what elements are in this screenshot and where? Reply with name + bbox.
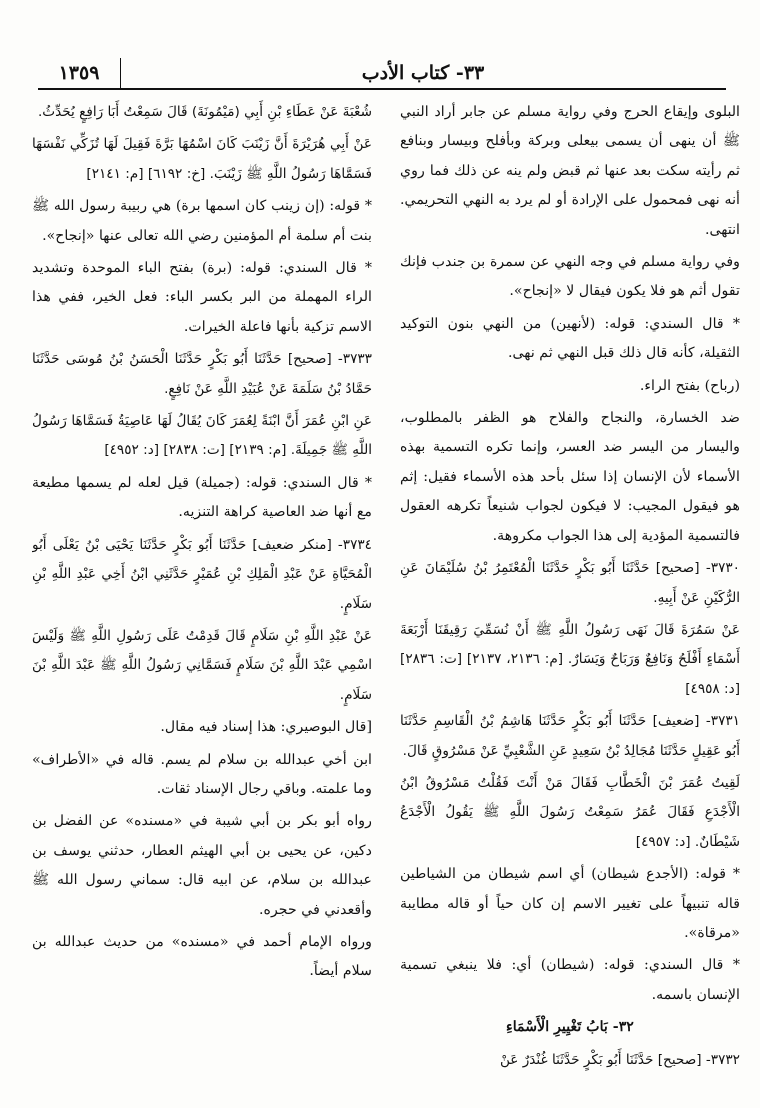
page-number: ١٣٥٩	[38, 58, 121, 88]
hadith-paragraph: ٣٧٣١- [ضعيف] حَدَّثَنَا أَبُو بَكْرٍ حَدَّثَنَا هَاشِمُ بْنُ الْقَاسِمِ حَدَّثَنَا أَبُو عَقِيلٍ حَدَّثَنَا مُجَالِدُ بْنُ سَعِيدٍ عَنِ الشَّعْبِيِّ عَنْ مَسْرُوقٍ قَالَ.	[400, 713, 740, 759]
section-heading: ٣٢- بَابُ تَغْيِيرِ الْأَسْمَاءِ	[506, 1019, 634, 1036]
hadith-paragraph: عَنْ سَمُرَةَ قَالَ نَهَى رَسُولُ اللَّهِ ﷺ أَنْ نُسَمِّيَ رَقِيقَنَا أَرْبَعَةَ أَسْمَاءٍ أَفْلَحُ وَنَافِعٌ وَرَبَاحٌ وَيَسَارٌ. [م: ٢١٣٦، ٢١٣٧] [ت: ٢٨٣٦] [د: ٤٩٥٨]	[400, 621, 740, 697]
hadith-paragraph: ٣٧٣٢- [صحيح] حَدَّثَنَا أَبُو بَكْرٍ حَدَّثَنَا غُنْدَرٌ عَنْ	[499, 1051, 740, 1068]
commentary-paragraph: * قوله: (الأجدع شيطان) أي اسم شيطان من الشياطين قاله تنبيهاً على تغيير الاسم إن كان حياً أو قاله مطايبة «مرقاة».	[400, 866, 740, 941]
right-text-column	[400, 98, 740, 1098]
hadith-paragraph: ٣٧٣٣- [صحيح] حَدَّثَنَا أَبُو بَكْرٍ حَدَّثَنَا الْحَسَنُ بْنُ مُوسَى حَدَّثَنَا حَمَّادُ بْنُ سَلَمَةَ عَنْ عُبَيْدِ اللَّهِ عَنْ نَافِعٍ.	[32, 351, 372, 397]
hadith-paragraph: لَقِيتُ عُمَرَ بْنَ الْخَطَّابِ فَقَالَ مَنْ أَنْتَ فَقُلْتُ مَسْرُوقُ ابْنُ الْأَجْدَعِ فَقَالَ عُمَرُ سَمِعْتُ رَسُولَ اللَّهِ ﷺ يَقُولُ الْأَجْدَعُ شَيْطَانٌ. [د: ٤٩٥٧]	[400, 774, 740, 850]
commentary-paragraph: رواه أبو بكر بن أبي شيبة في «مسنده» عن الفضل بن دكين، عن يحيى بن أبي الهيثم العطار، حدثني يوسف بن عبدالله بن سلام، عن ابيه قال: سماني رسول الله ﷺ وأقعدني في حجره.	[32, 813, 372, 918]
page-header	[38, 58, 726, 90]
commentary-paragraph: ضد الخسارة، والنجاح والفلاح هو الظفر بالمطلوب، واليسار من اليسر ضد العسر، وإنما تكره التسمية بهذه الأسماء لأن الإنسان إذا سئل بأحد هذه الأسماء فقيل: إثم هو فيقول المجيب: لا فيكون لجواب شنيعاً تكرهه العقول فالتسمية المؤدية إلى هذا الجواب مكروهة.	[400, 410, 740, 544]
hadith-paragraph: عَنْ أَبِي هُرَيْرَةَ أَنَّ زَيْنَبَ كَانَ اسْمُهَا بَرَّةَ فَقِيلَ لَهَا تُزَكِّي نَفْسَهَا فَسَمَّاهَا رَسُولُ اللَّهِ ﷺ زَيْنَبَ. [خ: ٦١٩٢] [م: ٢١٤١]	[32, 136, 372, 182]
hadith-paragraph: ٣٧٣٠- [صحيح] حَدَّثَنَا أَبُو بَكْرٍ حَدَّثَنَا الْمُعْتَمِرُ بْنُ سُلَيْمَانَ عَنِ الرُّكَيْنِ عَنْ أَبِيهِ.	[400, 560, 740, 606]
hadith-paragraph: عَنِ ابْنِ عُمَرَ أَنَّ ابْنَةً لِعُمَرَ كَانَ يُقَالُ لَهَا عَاصِيَةُ فَسَمَّاهَا رَسُولُ اللَّهِ ﷺ جَمِيلَةَ. [م: ٢١٣٩] [ت: ٢٨٣٨] [د: ٤٩٥٢]	[32, 413, 372, 459]
running-head: ٣٣- كتاب الأدب	[361, 62, 485, 84]
commentary-paragraph: (رباح) بفتح الراء.	[639, 377, 740, 394]
commentary-paragraph: [قال البوصيري: هذا إسناد فيه مقال.	[160, 719, 372, 736]
hadith-paragraph: شُعْبَةَ عَنْ عَطَاءِ بْنِ أَبِي (مَيْمُونَةَ) قَالَ سَمِعْتُ أَبَا رَافِعٍ يُحَدِّثُ.	[37, 104, 372, 120]
commentary-paragraph: * قال السندي: قوله: (جميلة) قيل لعله لم يسمها مطيعة مع أنها ضد العاصية كراهة التنزيه.	[32, 474, 372, 521]
hadith-paragraph: ٣٧٣٤- [منكر ضعيف] حَدَّثَنَا أَبُو بَكْرٍ حَدَّثَنَا يَحْيَى بْنُ يَعْلَى أَبُو الْمُحَيَّاةِ عَنْ عَبْدِ الْمَلِكِ بْنِ عُمَيْرٍ حَدَّثَنِي ابْنُ أَخِي عَبْدِ اللَّهِ بْنِ سَلَامٍ.	[32, 536, 372, 612]
commentary-paragraph: * قال السندي: قوله: (شيطان) أي: فلا ينبغي تسمية الإنسان باسمه.	[400, 957, 740, 1003]
hadith-paragraph: عَنْ عَبْدِ اللَّهِ بْنِ سَلَامٍ قَالَ قَدِمْتُ عَلَى رَسُولِ اللَّهِ ﷺ وَلَيْسَ اسْمِي عَبْدَ اللَّهِ بْنَ سَلَامٍ فَسَمَّانِي رَسُولُ اللَّهِ ﷺ عَبْدَ اللَّهِ بْنَ سَلَامٍ.	[32, 627, 372, 703]
commentary-paragraph: * قال السندي: قوله: (لأنهين) من النهي بنون التوكيد الثقيلة، كأنه قال ذلك قبل النهي ثم نهى.	[400, 315, 740, 362]
commentary-paragraph: البلوى وإيقاع الحرج وفي رواية مسلم عن جابر أراد النبي ﷺ أن ينهى أن يسمى بيعلى وبركة وبأفلح وبيسار وبنافع ثم رأيته سكت بعد عنها ثم قبض ولم ينه عن ذلك فما روي أنه نهى فمحمول على الإرادة أو لم يرد به النهي التحريمي. انتهى.	[400, 104, 740, 238]
commentary-paragraph: * قال السندي: قوله: (برة) بفتح الباء الموحدة وتشديد الراء المهملة من البر بكسر الباء: فعل الخير، ففي هذا الاسم تزكية بأنها فاعلة الخيرات.	[32, 260, 372, 335]
commentary-paragraph: ورواه الإمام أحمد في «مسنده» من حديث عبدالله بن سلام أيضاً.	[32, 933, 372, 980]
commentary-paragraph: وفي رواية مسلم في وجه النهي عن سمرة بن جندب فإنك تقول أثم هو فلا يكون فيقال لا «إنجاح».	[400, 254, 740, 300]
commentary-paragraph: * قوله: (إن زينب كان اسمها برة) هي ربيبة رسول الله ﷺ بنت أم سلمة أم المؤمنين رضي الله تعالى عنها «إنجاح».	[32, 198, 372, 244]
left-text-column	[32, 98, 372, 1098]
commentary-paragraph: ابن أخي عبدالله بن سلام لم يسم. قاله في «الأطراف» وما علمته. وباقي رجال الإسناد ثقات.	[32, 751, 372, 797]
